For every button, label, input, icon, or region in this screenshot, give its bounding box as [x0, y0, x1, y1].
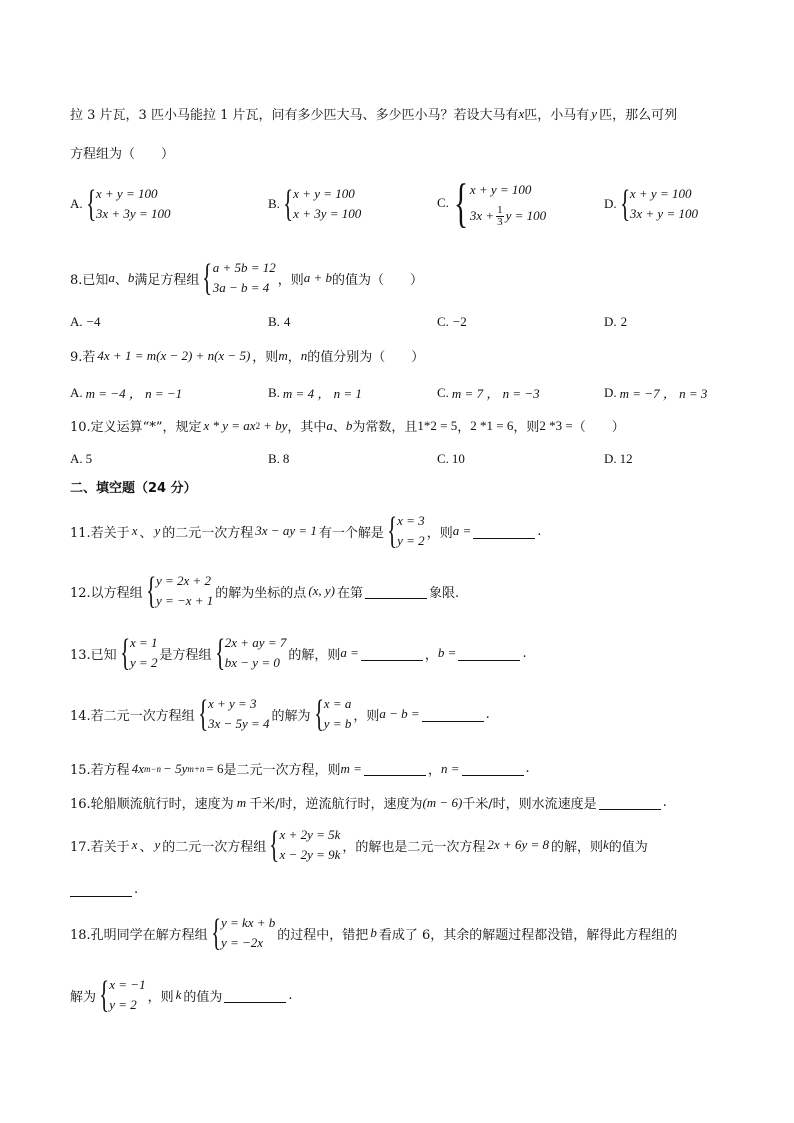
- q10-option-d: D. 12: [604, 451, 633, 466]
- q9-stem: 9.若 4x + 1 = m(x − 2) + n(x − 5) ，则 m ， n 的值分别为（ ）: [70, 347, 425, 365]
- q10-stem: 10.定义运算“*”，规定 x * y = ax 2 + by ，其中 a 、 b 为常数，且 1*2 = 5 ， 2 *1 = 6 ，则 2 *3 = （ ）: [70, 417, 625, 435]
- q7-option-b: B. { x + y = 100 x + 3y = 100: [268, 183, 362, 225]
- brace-icon: {: [283, 183, 294, 225]
- brace-icon: {: [619, 183, 630, 225]
- answer-blank[interactable]: [599, 795, 661, 810]
- answer-blank[interactable]: [364, 761, 426, 776]
- answer-blank[interactable]: [422, 707, 484, 722]
- brace-icon: {: [453, 173, 469, 233]
- q17: 17.若关于 x 、 y 的二元一次方程组 { x + 2y = 5k x − 2y = 9k ，的解也是二元一次方程 2x + 6y = 8 的解，则 k 的值为: [70, 824, 648, 866]
- brace-icon: {: [119, 632, 130, 674]
- answer-blank[interactable]: [462, 761, 524, 776]
- q11: 11.若关于 x 、 y 的二元一次方程 3x − ay = 1 有一个解是 { x = 3 y = 2 ，则 a = .: [70, 510, 542, 552]
- q8-option-a: A. −4: [70, 314, 101, 329]
- q9-option-d: D. m = −7 ， n = 3: [604, 384, 708, 401]
- q10-option-a: A. 5: [70, 451, 93, 466]
- q7-line2: 方程组为（ ）: [70, 147, 175, 162]
- fraction: $\frac{1}{3}$: [497, 203, 503, 228]
- section-title-fill-in: 二、填空题（24 分）: [70, 481, 197, 496]
- q7-option-a: A. { x + y = 100 3x + 3y = 100: [70, 183, 171, 225]
- q8-option-b: B. 4: [268, 314, 291, 329]
- brace-icon: {: [197, 693, 208, 735]
- q18-line2: 解为 { x = −1 y = 2 ，则 k 的值为 .: [70, 974, 293, 1016]
- q17-answer-line: .: [70, 882, 138, 897]
- answer-blank[interactable]: [365, 584, 427, 599]
- q9-option-a: A. m = −4 ， n = −1: [70, 384, 183, 401]
- brace-icon: {: [85, 183, 96, 225]
- q9-option-b: B. m = 4 ， n = 1: [268, 384, 362, 401]
- q7-option-c: C. { x + y = 100 3x + $\frac{1}{3}$ y = 100: [437, 173, 547, 233]
- q7-option-d: D. { x + y = 100 3x + y = 100: [604, 183, 698, 225]
- q10-option-c: C. 10: [437, 451, 465, 466]
- q7-line1: 拉 3 片瓦，3 匹小马能拉 1 片瓦，问有多少匹大马、多少匹小马？若设大马有 x 匹，小马有 y 匹，那么可列: [70, 105, 678, 123]
- brace-icon: {: [313, 693, 324, 735]
- brace-icon: {: [269, 824, 280, 866]
- q16: 16.轮船顺流航行时，速度为 m 千米/时，逆流航行时，速度为 (m − 6) 千米/时，则水流速度是 .: [70, 794, 667, 812]
- brace-icon: {: [99, 974, 110, 1016]
- answer-blank[interactable]: [361, 646, 423, 661]
- q18: 18.孔明同学在解方程组 { y = kx + b y = −2x 的过程中，错把 b 看成了 6，其余的解题过程都没错，解得此方程组的: [70, 912, 678, 954]
- q8-option-c: C. −2: [437, 314, 467, 329]
- brace-icon: {: [145, 570, 156, 612]
- q12: 12.以方程组 { y = 2x + 2 y = −x + 1 的解为坐标的点 (x, y) 在第 象限.: [70, 570, 460, 612]
- q8-stem: 8.已知 a 、 b 满足方程组 { a + 5b = 12 3a − b = 4 ，则 a + b 的值为（ ）: [70, 257, 424, 299]
- q9-option-c: C. m = 7 ， n = −3: [437, 384, 540, 401]
- q10-option-b: B. 8: [268, 451, 290, 466]
- brace-icon: {: [214, 632, 225, 674]
- answer-blank[interactable]: [473, 524, 535, 539]
- answer-blank[interactable]: [224, 988, 286, 1003]
- brace-icon: {: [202, 257, 213, 299]
- q8-option-d: D. 2: [604, 314, 628, 329]
- q15: 15.若方程 4x m−n − 5y m+n = 6 是二元一次方程，则 m = ， n = .: [70, 760, 530, 778]
- brace-icon: {: [386, 510, 398, 552]
- answer-blank[interactable]: [458, 646, 520, 661]
- answer-blank[interactable]: [70, 882, 132, 897]
- q14: 14.若二元一次方程组 { x + y = 3 3x − 5y = 4 的解为 { x = a y = b ，则 a − b = .: [70, 693, 490, 735]
- brace-icon: {: [210, 912, 221, 954]
- q13: 13.已知 { x = 1 y = 2 是方程组 { 2x + ay = 7 bx − y = 0 的解，则 a = ， b = .: [70, 632, 527, 674]
